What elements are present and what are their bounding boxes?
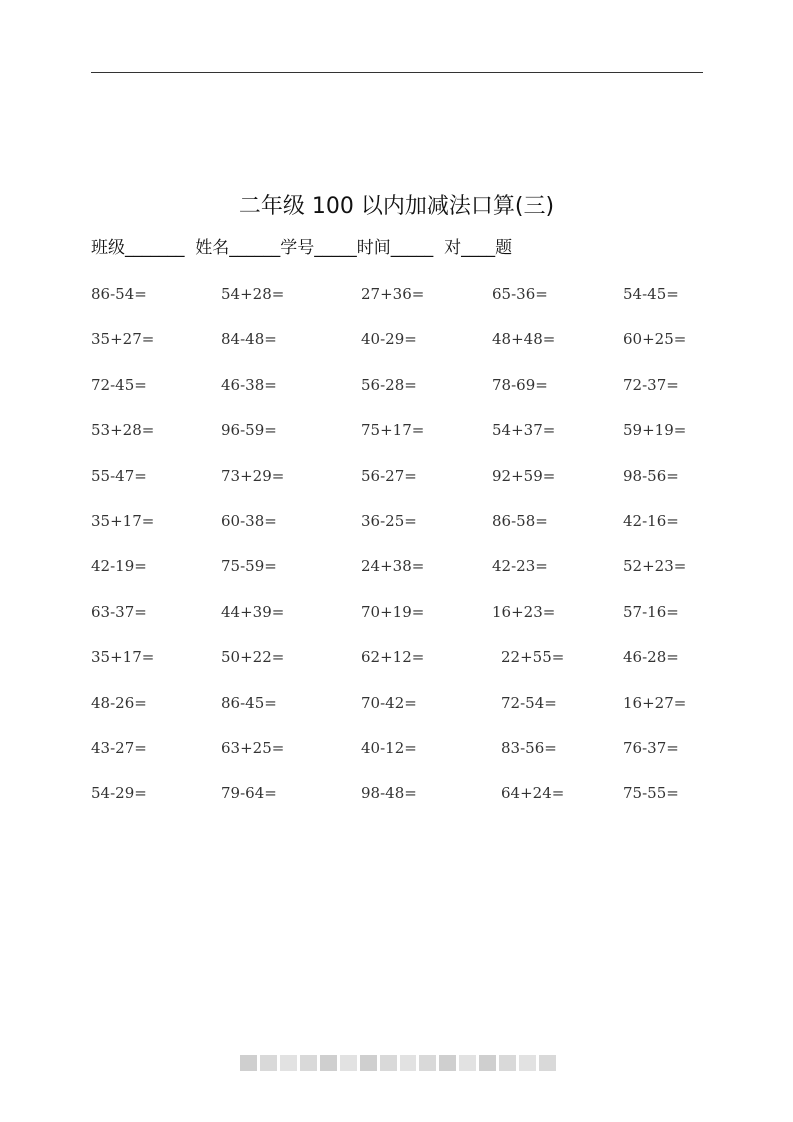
problem-row [0,553,793,598]
worksheet-title: 二年级 100 以内加减法口算(三) [238,194,555,219]
problem: 35+17= [91,648,155,667]
problem-grid [0,281,793,826]
problem-row [0,644,793,689]
problem: 72-54= [501,693,557,712]
problem: 55-47= [91,466,147,485]
problem-row [0,372,793,417]
problem-row [0,417,793,462]
problem: 48+48= [492,330,556,349]
problem: 63+25= [221,738,285,757]
problem: 54-45= [623,285,679,303]
problem: 59+19= [623,421,687,440]
problem: 76-37= [623,738,679,757]
problem: 84-48= [221,330,277,349]
problem: 98-56= [623,466,679,485]
problem: 40-12= [361,738,417,757]
problem: 86-58= [492,511,548,530]
problem: 27+36= [361,285,425,303]
problem: 73+29= [221,466,285,485]
problem-row [0,463,793,508]
problem: 53+28= [91,421,155,440]
problem: 63-37= [91,602,147,621]
problem: 86-45= [221,693,277,712]
problem: 52+23= [623,557,687,576]
problem-row [0,599,793,644]
problem: 35+27= [91,330,155,349]
problem: 86-54= [91,285,147,303]
problem: 46-38= [221,375,277,394]
header-rule [91,72,703,73]
problem: 46-28= [623,648,679,667]
blurred-footer-watermark [240,1055,556,1071]
problem: 92+59= [492,466,556,485]
problem: 60+25= [623,330,687,349]
problem: 36-25= [361,511,417,530]
problem: 50+22= [221,648,285,667]
problem: 16+23= [492,602,556,621]
problem-row [0,735,793,780]
problem: 54-29= [91,784,147,803]
problem: 57-16= [623,602,679,621]
problem: 70+19= [361,602,425,621]
problem: 54+28= [221,285,285,303]
problem: 64+24= [501,784,565,803]
problem: 44+39= [221,602,285,621]
problem: 65-36= [492,285,548,303]
problem: 42-16= [623,511,679,530]
problem: 35+17= [91,511,155,530]
student-info-line: 班级_______ 姓名______学号_____时间_____ 对____题 [91,238,513,258]
problem: 24+38= [361,557,425,576]
problem: 42-19= [91,557,147,576]
problem: 42-23= [492,557,548,576]
problem: 43-27= [91,738,147,757]
problem-row [0,326,793,371]
problem: 40-29= [361,330,417,349]
problem-row [0,690,793,735]
problem: 78-69= [492,375,548,394]
problem: 83-56= [501,738,557,757]
problem: 96-59= [221,421,277,440]
problem: 98-48= [361,784,417,803]
problem: 79-64= [221,784,277,803]
problem-row [0,281,793,326]
problem: 48-26= [91,693,147,712]
problem-row [0,780,793,825]
problem: 75-55= [623,784,679,803]
problem: 70-42= [361,693,417,712]
problem: 72-37= [623,375,679,394]
problem: 56-27= [361,466,417,485]
problem: 56-28= [361,375,417,394]
problem: 75-59= [221,557,277,576]
problem: 16+27= [623,693,687,712]
problem: 75+17= [361,421,425,440]
problem: 62+12= [361,648,425,667]
problem: 60-38= [221,511,277,530]
problem: 22+55= [501,648,565,667]
problem: 54+37= [492,421,556,440]
problem: 72-45= [91,375,147,394]
problem-row [0,508,793,553]
